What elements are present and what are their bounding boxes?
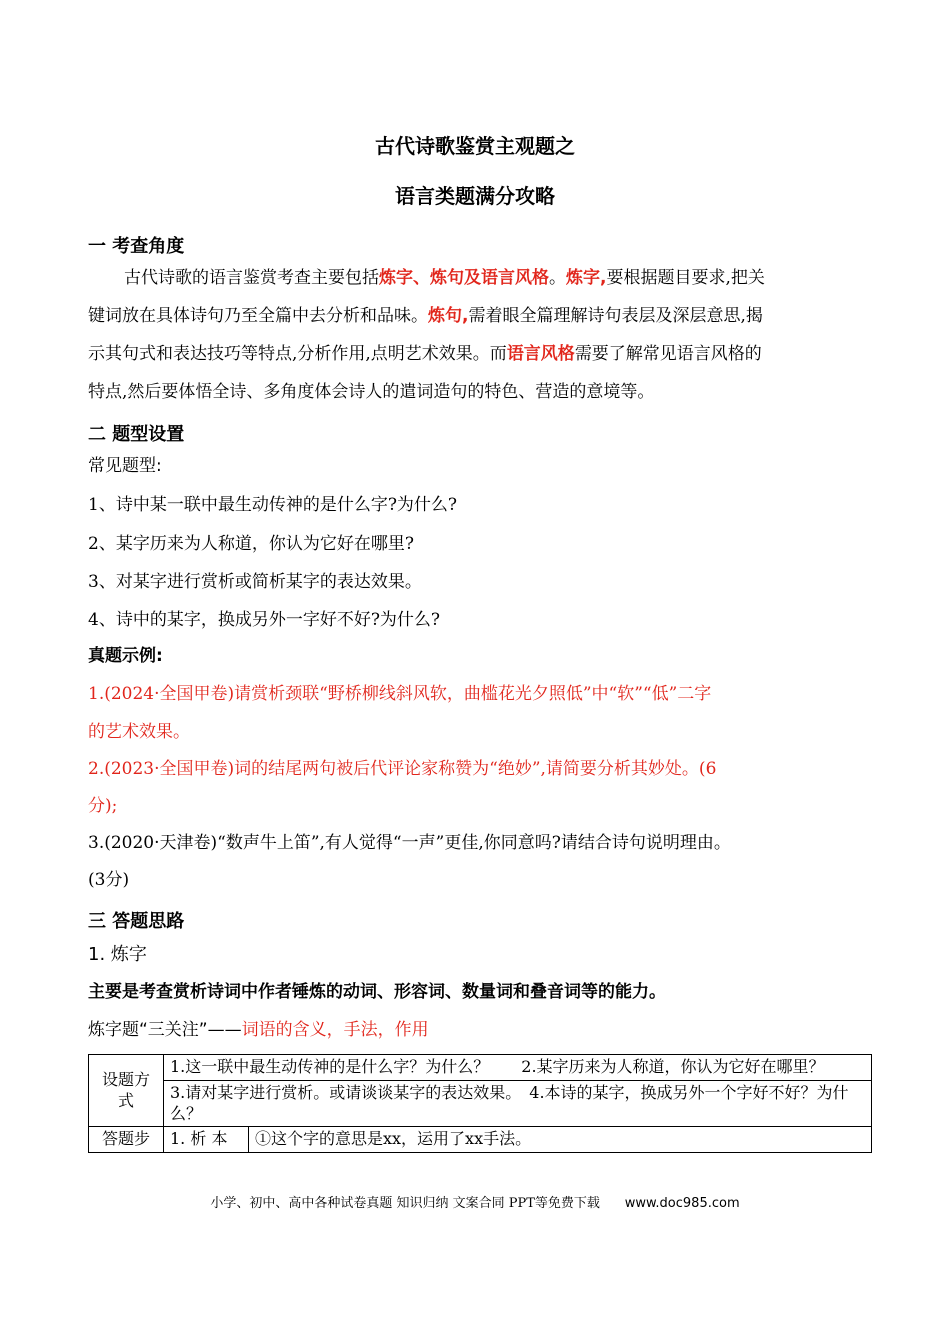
example-line: 2.(2023·全国甲卷)词的结尾两句被后代评论家称赞为“绝妙”,请简要分析其妙处。(6 <box>88 759 717 779</box>
text-span: 古代诗歌的语言鉴赏考查主要包括 <box>124 268 379 288</box>
highlight-text: 词语的含义，手法，作用 <box>241 1020 429 1040</box>
highlight-text: 炼句, <box>428 306 469 326</box>
subheading: 常见题型: <box>88 456 162 476</box>
section-heading-3: 三 答题思路 <box>88 911 185 932</box>
text-span: 示其句式和表达技巧等特点,分析作用,点明艺术效果。而 <box>88 344 507 364</box>
table-row <box>89 1127 872 1153</box>
method-table <box>88 1054 872 1153</box>
paragraph-line <box>88 346 762 363</box>
text-span: 。 <box>549 268 566 288</box>
table-row <box>89 1055 872 1081</box>
example-line: 的艺术效果。 <box>88 722 190 742</box>
section-heading-1: 一 考查角度 <box>88 236 185 257</box>
page-footer <box>0 1192 950 1211</box>
text-span: 键词放在具体诗句乃至全篇中去分析和品味。 <box>88 306 428 326</box>
footer-text: 小学、初中、高中各种试卷真题 知识归纳 文案合同 PPT等免费下载 <box>210 1196 600 1211</box>
example-line: (3分) <box>88 870 130 890</box>
subheading <box>88 1022 429 1039</box>
question-item: 4、诗中的某字，换成另外一字好不好?为什么? <box>88 610 441 630</box>
highlight-text: 炼字, <box>566 268 607 288</box>
highlight-text: 炼字、炼句及语言风格 <box>379 268 549 288</box>
text-span: 需要了解常见语言风格的 <box>574 344 762 364</box>
table-cell: ①这个字的意思是xx，运用了xx手法。 <box>249 1127 872 1153</box>
example-line: 3.(2020·天津卷)“数声牛上笛”,有人觉得“一声”更佳,你同意吗?请结合诗句说明理由。 <box>88 833 731 853</box>
footer-link[interactable]: www.doc985.com <box>624 1196 740 1211</box>
question-item: 2、某字历来为人称道，你认为它好在哪里? <box>88 534 414 554</box>
text-span: 要根据题目要求,把关 <box>606 268 765 288</box>
subheading: 真题示例: <box>88 646 163 666</box>
table-row <box>89 1080 872 1127</box>
paragraph-line <box>124 270 765 287</box>
subheading: 1. 炼字 <box>88 944 147 965</box>
table-cell: 3.请对某字进行赏析。或请谈谈某字的表达效果。 4.本诗的某字，换成另外一个字好不好？为什么？ <box>164 1080 872 1127</box>
question-item: 3、对某字进行赏析或简析某字的表达效果。 <box>88 572 422 592</box>
paragraph-line <box>88 308 763 325</box>
paragraph-line: 主要是考查赏析诗词中作者锤炼的动词、形容词、数量词和叠音词等的能力。 <box>88 982 666 1002</box>
table-cell: 1.这一联中最生动传神的是什么字？为什么？ 2.某字历来为人称道，你认为它好在哪里？ <box>164 1055 872 1081</box>
example-line: 1.(2024·全国甲卷)请赏析颈联“野桥柳线斜风软，曲槛花光夕照低”中“软”“低”二字 <box>88 684 712 704</box>
section-heading-2: 二 题型设置 <box>88 424 185 445</box>
table-row-label: 答题步 <box>89 1127 164 1153</box>
question-item: 1、诗中某一联中最生动传神的是什么字?为什么? <box>88 495 458 515</box>
text-span: 炼字题“三关注”—— <box>88 1020 242 1040</box>
doc-title-line1: 古代诗歌鉴赏主观题之 <box>375 134 575 158</box>
example-line: 分); <box>88 796 118 816</box>
text-span: 需着眼全篇理解诗句表层及深层意思,揭 <box>468 306 763 326</box>
highlight-text: 语言风格 <box>506 344 575 364</box>
table-row-label: 设题方式 <box>89 1055 164 1127</box>
paragraph-line: 特点,然后要体悟全诗、多角度体会诗人的遣词造句的特色、营造的意境等。 <box>88 382 655 402</box>
doc-title-line2: 语言类题满分攻略 <box>395 184 555 208</box>
table-cell: 1. 析 本 <box>164 1127 249 1153</box>
